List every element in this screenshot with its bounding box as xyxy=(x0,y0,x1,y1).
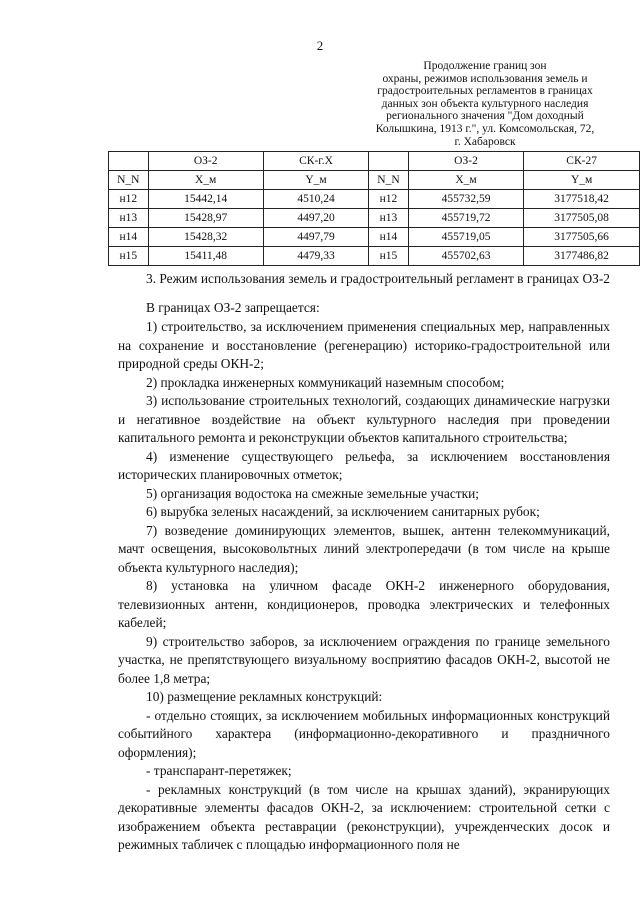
section-title: 3. Режим использования земель и градостроительный регламент в границах ОЗ-2 xyxy=(146,271,610,286)
header-line: г. Хабаровск xyxy=(454,135,516,148)
list-item: - рекламных конструкций (в том числе на крышах зданий), экранирующих декоративные элементы фасадов ОКН-2, за исключением: строительной сетки с изображением объекта реставрации (реконструкции), учрежденческих досок и режимных табличек с площадью информационного поля не xyxy=(118,781,610,852)
table-column-header: N_N xyxy=(109,171,149,190)
document-header xyxy=(360,60,610,148)
table-cell: 4479,33 xyxy=(263,247,368,266)
table-cell: н13 xyxy=(369,209,409,228)
header-line: регионального значения "Дом доходный xyxy=(386,110,584,123)
list-item: 7) возведение доминирующих элементов, вышек, антенн телекоммуникаций, мачт освещения, высоковольтных линий электропередачи (в том числе на крыше объекта культурного наследия); xyxy=(118,522,610,575)
header-line: охраны, режимов использования земель и xyxy=(382,72,588,85)
list-item: - транспарант-перетяжек; xyxy=(146,763,292,778)
list-item: 4) изменение существующего рельефа, за исключением восстановления исторических планировочных отметок; xyxy=(118,448,610,482)
table-cell: 3177486,82 xyxy=(524,247,640,266)
table-row xyxy=(109,228,640,247)
table-cell: 3177518,42 xyxy=(524,190,640,209)
list-item: 3) использование строительных технологий, создающих динамические нагрузки и негативное воздействие на объект культурного наследия при проведении капитального ремонта и реконструкции объектов капитального строительства; xyxy=(118,393,610,445)
table-group-header-row xyxy=(109,152,640,171)
table-cell: н15 xyxy=(109,247,149,266)
table-cell: н12 xyxy=(109,190,149,209)
table-column-header-row xyxy=(109,171,640,190)
table-cell: 455732,59 xyxy=(408,190,523,209)
table-cell: 455719,72 xyxy=(408,209,523,228)
table-group-header: СК-27 xyxy=(524,152,640,171)
document-body xyxy=(118,270,610,855)
page-number: 2 xyxy=(316,38,324,53)
table-group-header: ОЗ-2 xyxy=(408,152,523,171)
list-item: 9) строительство заборов, за исключением ограждения по границе земельного участка, не препятствующего визуальному восприятию фасадов ОКН-2, высотой не более 1,8 метра; xyxy=(118,633,610,686)
table-cell: 3177505,66 xyxy=(524,228,640,247)
table-cell: 4510,24 xyxy=(263,190,368,209)
table-cell: н12 xyxy=(369,190,409,209)
table-cell: 15411,48 xyxy=(148,247,263,266)
table-cell: 455719,05 xyxy=(408,228,523,247)
table-group-header: ОЗ-2 xyxy=(148,152,263,171)
list-item: 1) строительство, за исключением применения специальных мер, направленных на сохранение и восстановление (регенерацию) историко-градостроительной или природной среды ОКН-2; xyxy=(118,319,610,371)
list-item: 2) прокладка инженерных коммуникаций наземным способом; xyxy=(146,374,505,390)
header-line: градостроительных регламентов в границах xyxy=(377,85,593,98)
coordinates-table xyxy=(108,151,640,266)
table-column-header: Y_м xyxy=(263,171,368,190)
table-blank-cell xyxy=(369,152,409,171)
table-column-header: N_N xyxy=(369,171,409,190)
table-row xyxy=(109,209,640,228)
list-item: 8) установка на уличном фасаде ОКН-2 инженерного оборудования, телевизионных антенн, кондиционеров, проводка электрических и телефонных кабелей; xyxy=(118,578,610,630)
table-column-header: X_м xyxy=(148,171,263,190)
list-item: 5) организация водостока на смежные земельные участки; xyxy=(146,485,480,501)
table-cell: 15428,97 xyxy=(148,209,263,228)
header-line: Колышкина, 1913 г.", ул. Комсомольская, 72, xyxy=(375,122,595,135)
table-cell: 15442,14 xyxy=(148,190,263,209)
table-blank-cell xyxy=(109,152,149,171)
list-item: - отдельно стоящих, за исключением мобильных информационных конструкций событийного характера (информационно-декоративного и праздничного оформления); xyxy=(118,707,610,760)
table-row xyxy=(109,190,640,209)
table-cell: 15428,32 xyxy=(148,228,263,247)
table-cell: н14 xyxy=(369,228,409,247)
table-column-header: X_м xyxy=(408,171,523,190)
table-cell: 455702,63 xyxy=(408,247,523,266)
list-item: 10) размещение рекламных конструкций: xyxy=(146,689,383,704)
table-group-header: СК-г.Х xyxy=(263,152,368,171)
table-row xyxy=(109,247,640,266)
lead-paragraph: В границах ОЗ-2 запрещается: xyxy=(146,299,320,315)
table-cell: н13 xyxy=(109,209,149,228)
list-item: 6) вырубка зеленых насаждений, за исключением санитарных рубок; xyxy=(146,504,540,519)
header-line: данных зон объекта культурного наследия xyxy=(381,97,589,110)
table-column-header: Y_м xyxy=(524,171,640,190)
table-cell: 4497,20 xyxy=(263,209,368,228)
table-cell: 3177505,08 xyxy=(524,209,640,228)
table-cell: н14 xyxy=(109,228,149,247)
header-line: Продолжение границ зон xyxy=(423,60,547,72)
table-cell: н15 xyxy=(369,247,409,266)
table-cell: 4497,79 xyxy=(263,228,368,247)
